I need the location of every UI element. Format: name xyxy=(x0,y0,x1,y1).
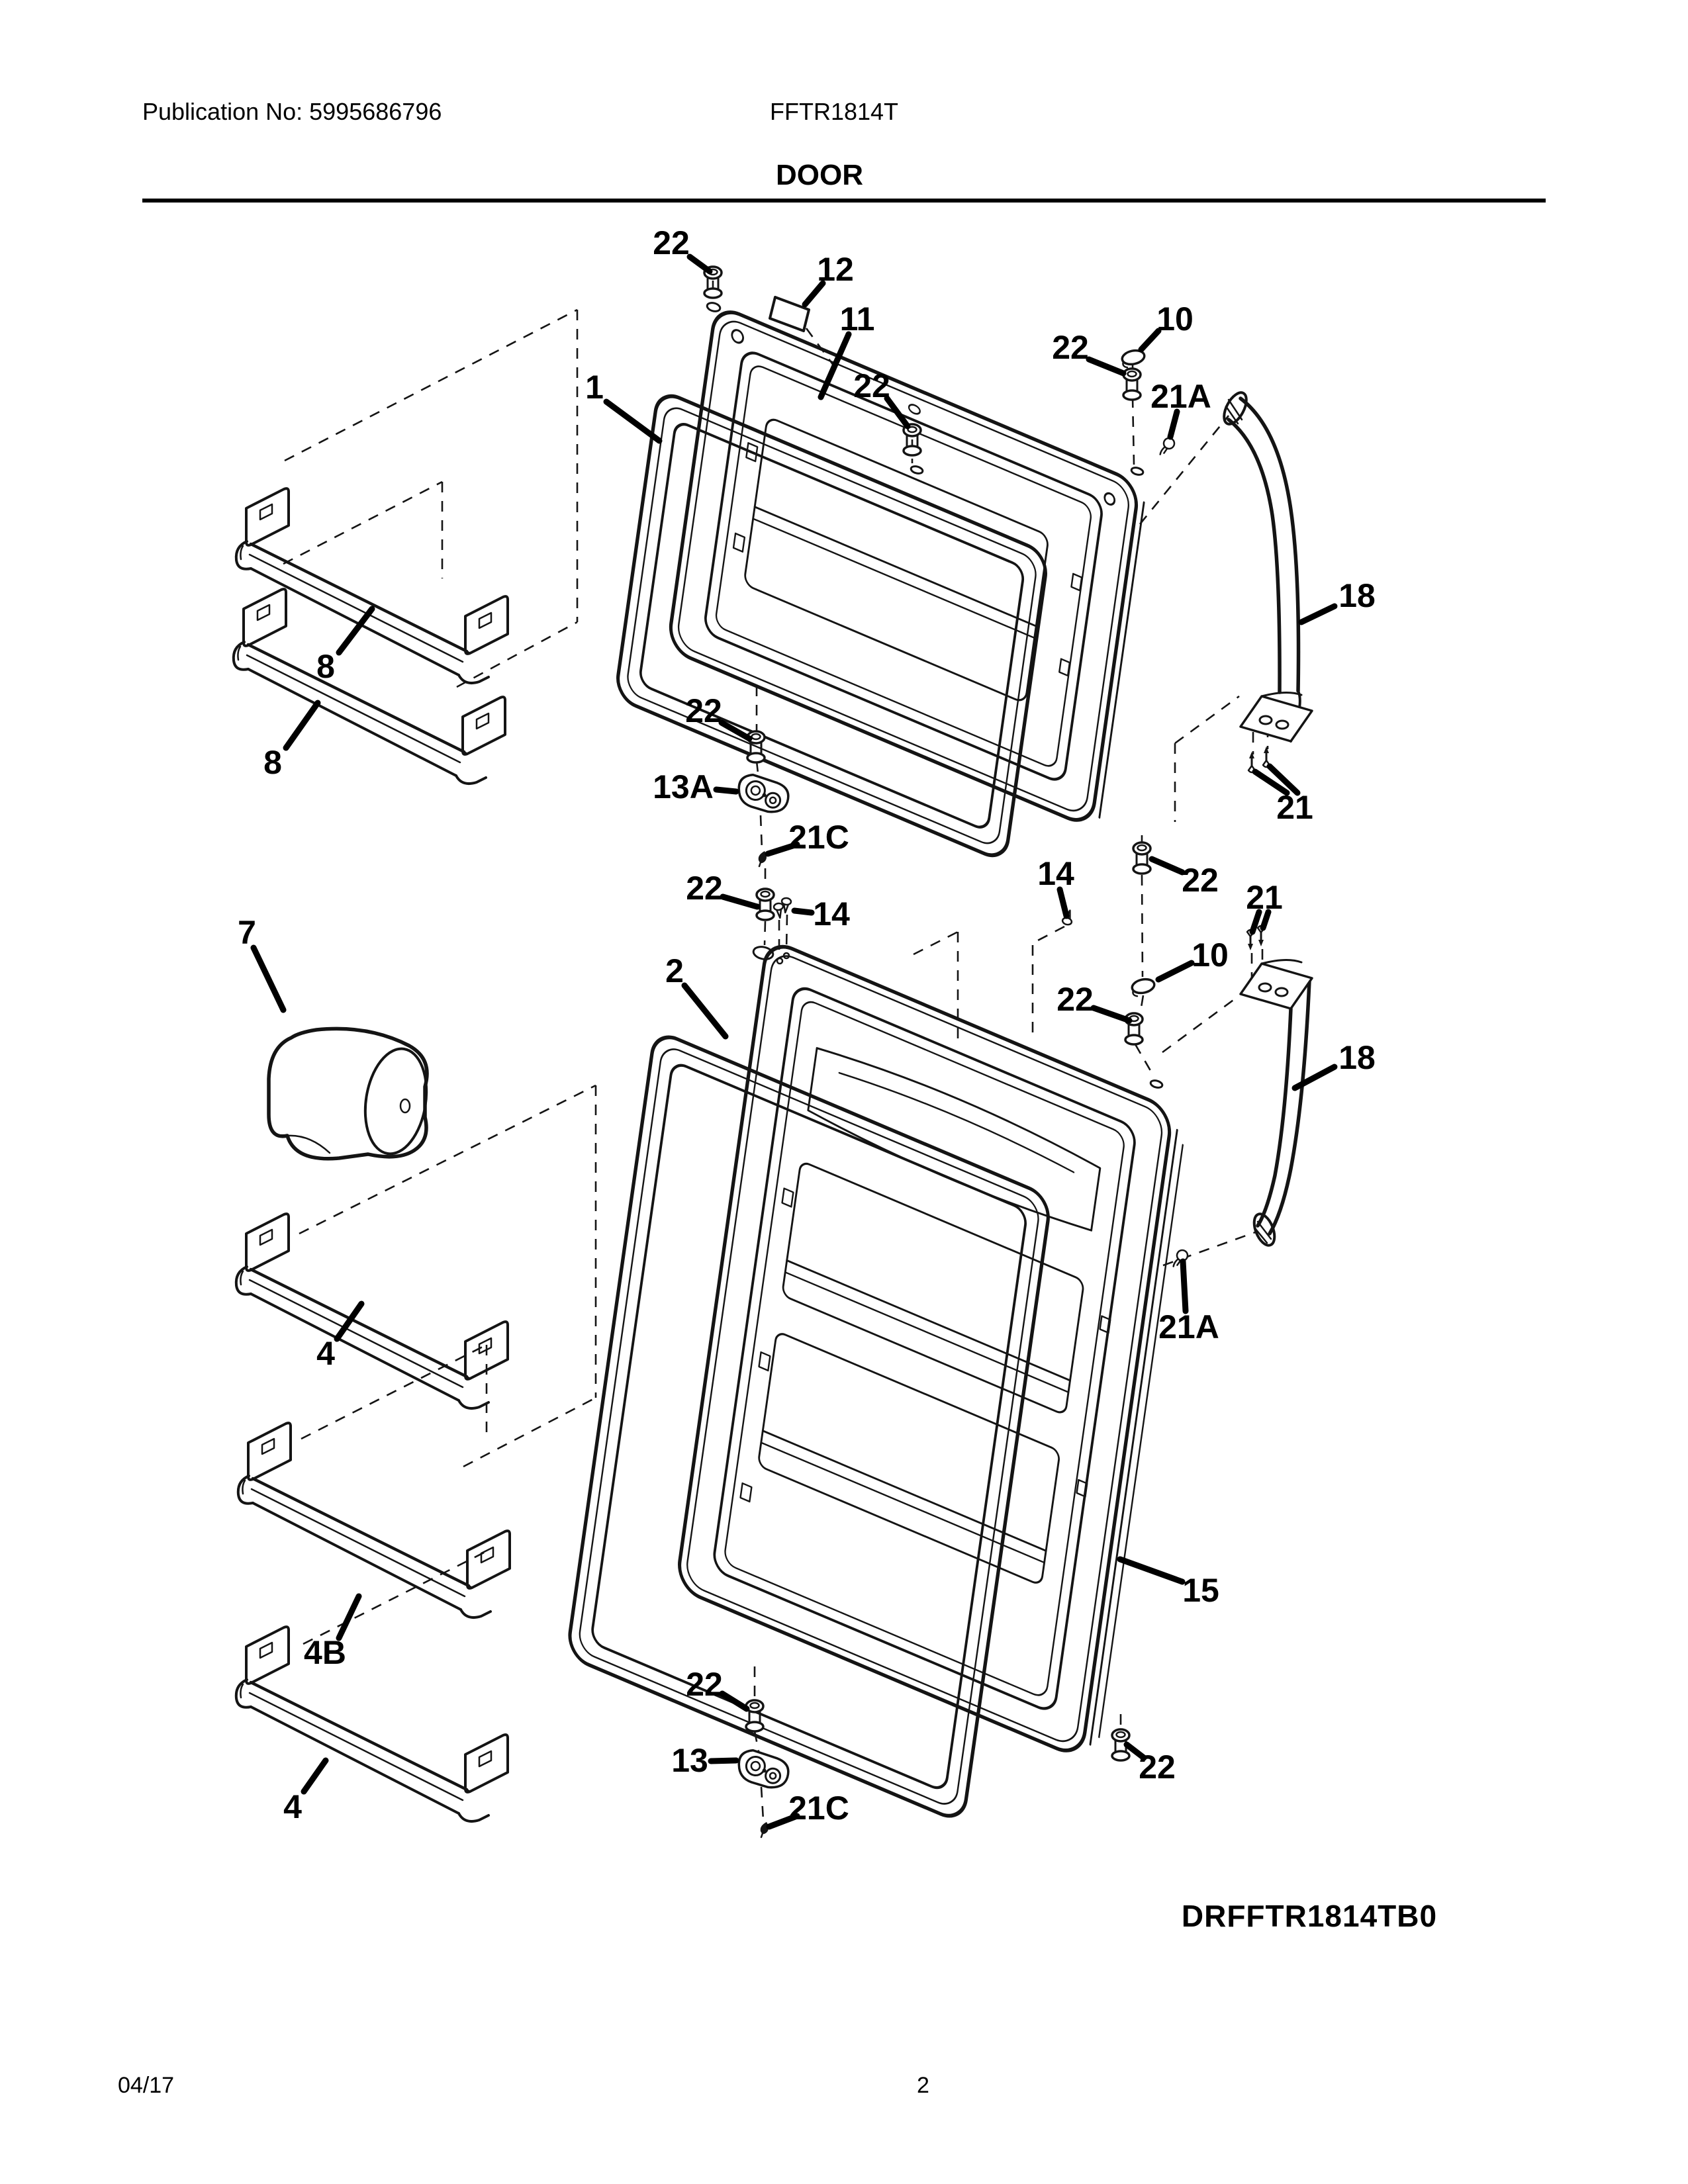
diagram-code: DRFFTR1814TB0 xyxy=(1181,1899,1438,1933)
callout-21A: 21A xyxy=(1158,1308,1219,1345)
callout-leader-1 xyxy=(606,402,659,441)
callout-leader-10 xyxy=(1141,331,1158,349)
callout-4B: 4B xyxy=(304,1634,346,1671)
callout-leader-18 xyxy=(1295,1067,1335,1088)
callout-22: 22 xyxy=(653,224,690,261)
callout-leader-13A xyxy=(716,790,736,792)
callout-14: 14 xyxy=(1037,855,1074,892)
callout-13A: 13A xyxy=(653,768,714,805)
callout-22: 22 xyxy=(1139,1749,1176,1786)
publication-number: Publication No: 5995686796 xyxy=(142,98,442,125)
callout-22: 22 xyxy=(1052,329,1089,366)
grommet-10 xyxy=(1131,978,1156,997)
callout-22: 22 xyxy=(1182,862,1219,899)
callout-leader-7 xyxy=(254,948,283,1010)
callout-10: 10 xyxy=(1192,936,1229,974)
callout-leader-21A xyxy=(1183,1261,1186,1311)
callout-leader-22 xyxy=(723,897,757,907)
callout-22: 22 xyxy=(685,692,722,729)
model-number: FFTR1814T xyxy=(769,98,899,125)
callout-22: 22 xyxy=(853,367,890,404)
callout-4: 4 xyxy=(316,1335,335,1372)
callout-13: 13 xyxy=(671,1742,708,1779)
callout-8: 8 xyxy=(316,648,335,685)
callout-21C: 21C xyxy=(788,1790,849,1827)
fridge-door-gasket xyxy=(567,1030,1051,1823)
clip-21a xyxy=(1171,1250,1189,1267)
revision-date: 04/17 xyxy=(118,2073,175,2098)
fridge-door-panel xyxy=(676,938,1187,1764)
callout-8: 8 xyxy=(263,744,282,781)
callout-4: 4 xyxy=(283,1788,302,1825)
callout-21A: 21A xyxy=(1150,378,1211,415)
callout-leader-22 xyxy=(690,257,710,271)
callout-2: 2 xyxy=(665,952,684,989)
callout-15: 15 xyxy=(1182,1572,1219,1609)
callout-leader-2 xyxy=(684,985,726,1036)
callout-leader-22 xyxy=(722,1694,747,1709)
callout-layer xyxy=(238,224,1376,1827)
callout-1: 1 xyxy=(585,369,604,406)
door-bin-4-bottom xyxy=(236,1627,508,1821)
callout-leader-14 xyxy=(1060,889,1066,916)
hinge-cam-13 xyxy=(736,1749,790,1790)
callout-22: 22 xyxy=(1056,981,1094,1018)
section-title: DOOR xyxy=(776,159,863,191)
callout-7: 7 xyxy=(238,914,256,951)
freezer-door-panel xyxy=(668,304,1147,831)
callout-14: 14 xyxy=(813,895,850,933)
callout-10: 10 xyxy=(1156,300,1194,338)
callout-leader-4 xyxy=(304,1760,326,1792)
callout-18: 18 xyxy=(1338,577,1376,614)
screw-22 xyxy=(1133,842,1150,874)
callout-21: 21 xyxy=(1246,879,1283,916)
callout-18: 18 xyxy=(1338,1039,1376,1076)
hinge-cam-13a xyxy=(736,773,790,814)
point-21c xyxy=(761,1822,769,1837)
callout-leader-13 xyxy=(711,1760,736,1761)
callout-11: 11 xyxy=(839,300,875,338)
callout-leader-15 xyxy=(1120,1559,1182,1582)
callout-12: 12 xyxy=(817,251,854,288)
callout-leader-14 xyxy=(794,911,812,913)
callout-21C: 21C xyxy=(788,819,849,856)
door-handle-top xyxy=(1219,389,1312,741)
door-bin-4b xyxy=(238,1423,510,1617)
callout-leader-22 xyxy=(1152,859,1182,872)
callout-22: 22 xyxy=(686,1666,723,1703)
screw-22 xyxy=(757,889,774,920)
clip-21a xyxy=(1158,437,1176,455)
callout-leader-21A xyxy=(1170,412,1177,437)
callout-leader-10 xyxy=(1158,963,1192,979)
callout-22: 22 xyxy=(686,870,723,907)
door-bin-4-top xyxy=(236,1214,508,1408)
screw-22 xyxy=(746,1700,763,1731)
callout-leader-8 xyxy=(286,703,318,748)
callout-leader-22 xyxy=(1089,359,1123,373)
callout-21: 21 xyxy=(1276,789,1313,826)
screw-14 xyxy=(773,903,784,919)
dairy-cover xyxy=(269,1028,434,1158)
page-number: 2 xyxy=(917,2073,929,2098)
callout-leader-18 xyxy=(1301,606,1335,622)
callout-leader-22 xyxy=(1094,1008,1129,1021)
door-handle-bottom xyxy=(1241,960,1312,1248)
